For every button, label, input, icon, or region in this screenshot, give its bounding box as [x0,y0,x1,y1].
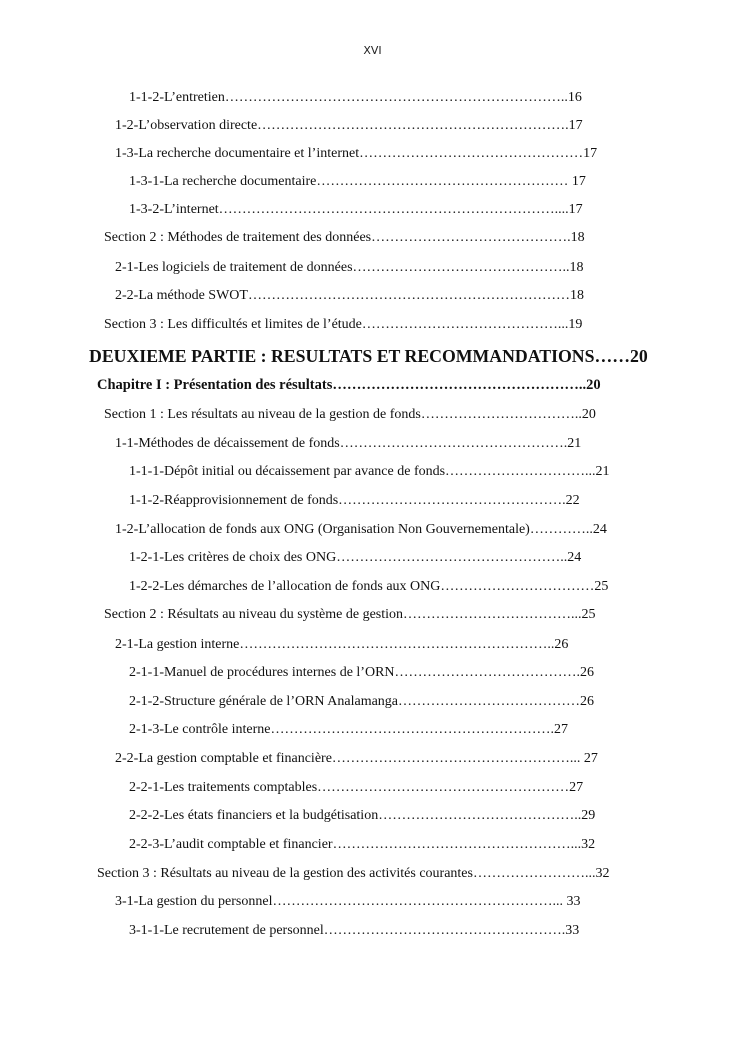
toc-entry-1-1: 1-1-Méthodes de décaissement de fonds………………………………………….21 [115,436,582,451]
toc-entry-2-1: 2-1-Les logiciels de traitement de données………………………………………..18 [115,260,584,275]
toc-entry-1-2-1: 1-2-1-Les critères de choix des ONG…………………………………………..24 [129,550,582,565]
toc-part-heading: DEUXIEME PARTIE : RESULTATS ET RECOMMANDATIONS……20 [89,346,648,366]
toc-entry-1-1-2-b: 1-1-2-Réapprovisionnement de fonds………………………………………….22 [129,493,580,508]
toc-entry-2-1-2: 2-1-2-Structure générale de l’ORN Analamanga…………………………………26 [129,694,595,709]
toc-entry-2-2: 2-2-La méthode SWOT……………………………………………………………18 [115,288,584,303]
toc-entry-2-2-1: 2-2-1-Les traitements comptables………………………………………………27 [129,780,584,795]
toc-entry-section-3: Section 3 : Les difficultés et limites de l’étude……………………………………...19 [104,317,583,332]
toc-entry-1-1-1: 1-1-1-Dépôt initial ou décaissement par avance de fonds…………………………...21 [129,464,610,479]
toc-entry-1-2-2: 1-2-2-Les démarches de l’allocation de fonds aux ONG……………………………25 [129,579,609,594]
toc-entry-1-3-1: 1-3-1-La recherche documentaire……………………………………………… 17 [129,174,586,189]
toc-entry-2-2-b: 2-2-La gestion comptable et financière……………………………………………... 27 [115,751,598,766]
toc-entry-2-2-3: 2-2-3-L’audit comptable et financier……………………………………………...32 [129,837,596,852]
toc-entry-section-2: Section 2 : Méthodes de traitement des données…………………………………….18 [104,230,585,245]
toc-entry-1-2-b: 1-2-L’allocation de fonds aux ONG (Organisation Non Gouvernementale)…………..24 [115,522,607,537]
toc-entry-2-1-b: 2-1-La gestion interne…………………………………………………………..26 [115,637,569,652]
toc-entry-2-2-2: 2-2-2-Les états financiers et la budgétisation……………………………………..29 [129,808,596,823]
page-number: XVI [363,44,382,57]
toc-entry-2-1-3: 2-1-3-Le contrôle interne…………………………………………………….27 [129,722,568,737]
toc-entry-section-3-b: Section 3 : Résultats au niveau de la gestion des activités courantes……………………...32 [97,866,610,881]
toc-entry-2-1-1: 2-1-1-Manuel de procédures internes de l’ORN………………………………….26 [129,665,595,680]
toc-entry-1-3: 1-3-La recherche documentaire et l’internet…………………………………………17 [115,146,598,161]
toc-entry-1-2: 1-2-L’observation directe………………………………………………………….17 [115,118,583,133]
toc-entry-section-1: Section 1 : Les résultats au niveau de la gestion de fonds……………………………..20 [104,407,596,422]
toc-entry-section-2-b: Section 2 : Résultats au niveau du système de gestion………………………………...25 [104,607,596,622]
toc-entry-3-1-1: 3-1-1-Le recrutement de personnel…………………………………………….33 [129,923,580,938]
toc-chapter-heading: Chapitre I : Présentation des résultats……………………………………………..20 [97,377,601,393]
toc-entry-1-3-2: 1-3-2-L’internet………………………………………………………………....17 [129,202,583,217]
toc-entry-1-1-2: 1-1-2-L’entretien………………………………………………………………..16 [129,90,582,105]
toc-entry-3-1: 3-1-La gestion du personnel……………………………………………………... 33 [115,894,581,909]
